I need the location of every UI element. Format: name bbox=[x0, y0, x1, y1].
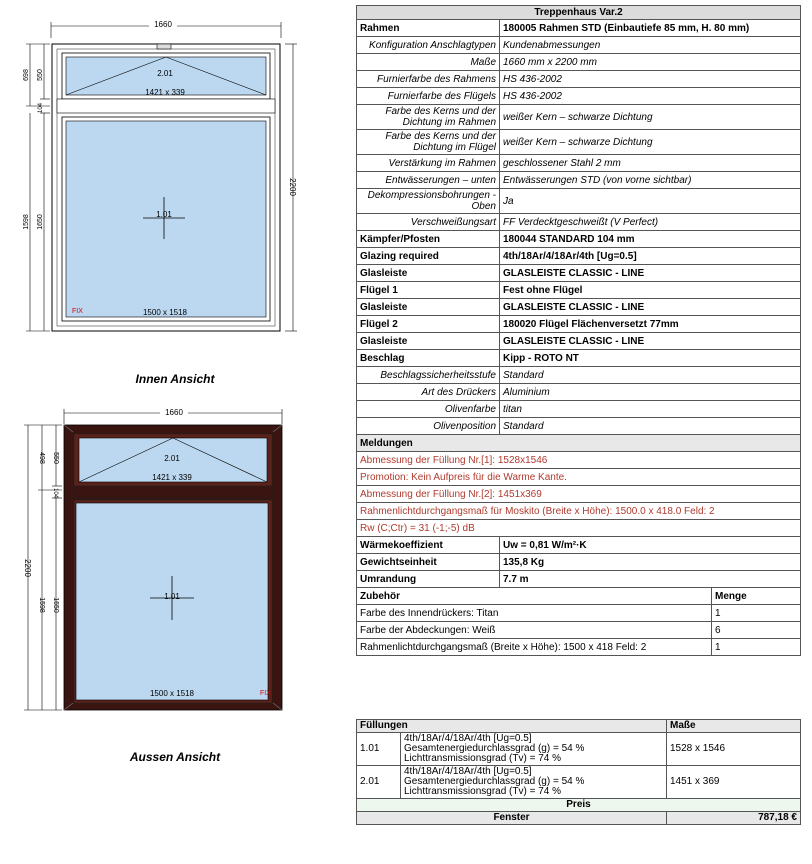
section-label: Glasleiste bbox=[357, 333, 500, 350]
inner-bottom-pane-size: 1500 x 1518 bbox=[142, 308, 188, 317]
prop-label: Konfiguration Anschlagtypen bbox=[357, 37, 500, 54]
zubehoer-header: Zubehör bbox=[357, 588, 712, 605]
inner-view-drawing bbox=[0, 0, 350, 400]
beschlag-prop-label: Art des Drückers bbox=[357, 384, 500, 401]
table-row bbox=[357, 248, 801, 265]
masse-header: Maße bbox=[667, 720, 801, 733]
filling-desc-line: Gesamtenergiedurchlassgrad (g) = 54 % bbox=[404, 776, 585, 787]
table-row bbox=[357, 350, 801, 367]
outer-view-caption: Aussen Ansicht bbox=[129, 750, 221, 764]
table-row bbox=[357, 231, 801, 248]
summary-value: 7.7 m bbox=[500, 571, 801, 588]
accessory-qty: 1 bbox=[712, 605, 801, 622]
outer-top-pane-size: 1421 x 339 bbox=[152, 473, 192, 482]
inner-mullion-label: 104 bbox=[38, 102, 44, 114]
table-row bbox=[357, 316, 801, 333]
prop-value: geschlossener Stahl 2 mm bbox=[500, 155, 801, 172]
message-text: Rahmenlichtdurchgangsmaß für Moskito (Breite x Höhe): 1500.0 x 418.0 Feld: 2 bbox=[357, 503, 801, 520]
beschlag-prop-value: titan bbox=[500, 401, 801, 418]
rahmen-value: 180005 Rahmen STD (Einbautiefe 85 mm, H. 80 mm) bbox=[500, 20, 801, 37]
prop-label: Entwässerungen – unten bbox=[357, 172, 500, 189]
prop-value: weißer Kern – schwarze Dichtung bbox=[500, 130, 801, 155]
accessory-name: Rahmenlichtdurchgangsmaß (Breite x Höhe): 1500 x 418 Feld: 2 bbox=[357, 639, 712, 656]
outer-top-pane-id: 2.01 bbox=[164, 454, 180, 463]
section-label: Glazing required bbox=[357, 248, 500, 265]
filling-id: 2.01 bbox=[357, 766, 401, 799]
rahmen-label: Rahmen bbox=[357, 20, 500, 37]
filling-row bbox=[357, 733, 801, 766]
filling-desc-line: Lichttransmissionsgrad (Tv) = 74 % bbox=[404, 786, 562, 797]
prop-label: Verstärkung im Rahmen bbox=[357, 155, 500, 172]
message-text: Abmessung der Füllung Nr.[2]: 1451x369 bbox=[357, 486, 801, 503]
inner-top-pane-id: 2.01 bbox=[157, 69, 173, 78]
beschlag-prop-label: Olivenfarbe bbox=[357, 401, 500, 418]
table-row bbox=[357, 71, 801, 88]
section-label: Glasleiste bbox=[357, 299, 500, 316]
table-row bbox=[357, 265, 801, 282]
prop-value: Kundenabmessungen bbox=[500, 37, 801, 54]
filling-desc-line: Lichttransmissionsgrad (Tv) = 74 % bbox=[404, 753, 562, 764]
filling-desc bbox=[401, 766, 667, 799]
filling-desc-line: 4th/18Ar/4/18Ar/4th [Ug=0.5] bbox=[404, 766, 532, 777]
inner-bottom-height-inner: 1650 bbox=[37, 214, 44, 230]
outer-top-height-inner: 550 bbox=[52, 452, 59, 464]
message-text: Promotion: Kein Aufpreis für die Warme Kante. bbox=[357, 469, 801, 486]
beschlag-prop-value: Aluminium bbox=[500, 384, 801, 401]
filling-size: 1451 x 369 bbox=[667, 766, 801, 799]
outer-bottom-pane-size: 1500 x 1518 bbox=[149, 689, 195, 698]
inner-top-pane-size: 1421 x 339 bbox=[145, 88, 185, 97]
table-row bbox=[357, 367, 801, 384]
fillings-table bbox=[356, 719, 801, 825]
table-row bbox=[357, 452, 801, 469]
table-row bbox=[357, 418, 801, 435]
table-row bbox=[357, 282, 801, 299]
table-row bbox=[357, 554, 801, 571]
inner-total-height-label: 2200 bbox=[288, 178, 297, 196]
inner-fix-label: FIX bbox=[72, 308, 83, 315]
outer-bottom-height-outer: 1598 bbox=[38, 597, 45, 613]
filling-desc bbox=[401, 733, 667, 766]
spec-table bbox=[356, 5, 801, 656]
section-value: 4th/18Ar/4/18Ar/4th [Ug=0.5] bbox=[500, 248, 801, 265]
table-row bbox=[357, 155, 801, 172]
table-row bbox=[357, 54, 801, 71]
prop-label: Verschweißungsart bbox=[357, 214, 500, 231]
beschlag-prop-label: Beschlagssicherheitsstufe bbox=[357, 367, 500, 384]
table-row bbox=[357, 88, 801, 105]
table-row bbox=[357, 469, 801, 486]
inner-width-label: 1660 bbox=[154, 20, 172, 29]
menge-header: Menge bbox=[712, 588, 801, 605]
outer-width-label: 1660 bbox=[165, 408, 183, 417]
outer-mullion-label: 104 bbox=[52, 487, 58, 499]
table-row bbox=[357, 189, 801, 214]
message-text: Abmessung der Füllung Nr.[1]: 1528x1546 bbox=[357, 452, 801, 469]
prop-label: Farbe des Kerns und der Dichtung im Rahmen bbox=[357, 105, 500, 130]
prop-value: HS 436-2002 bbox=[500, 71, 801, 88]
table-row bbox=[357, 384, 801, 401]
outer-fix-label: FIX bbox=[260, 690, 271, 697]
inner-bottom-height-outer: 1598 bbox=[23, 214, 30, 230]
prop-label: Furnierfarbe des Flügels bbox=[357, 88, 500, 105]
outer-total-height-label: 2200 bbox=[23, 559, 32, 577]
filling-desc-line: 4th/18Ar/4/18Ar/4th [Ug=0.5] bbox=[404, 733, 532, 744]
table-row bbox=[357, 37, 801, 54]
price-label: Fenster bbox=[357, 812, 667, 825]
section-label: Flügel 1 bbox=[357, 282, 500, 299]
section-value: GLASLEISTE CLASSIC - LINE bbox=[500, 265, 801, 282]
prop-value: 1660 mm x 2200 mm bbox=[500, 54, 801, 71]
outer-bottom-height-inner: 1650 bbox=[52, 597, 59, 613]
section-value: Kipp - ROTO NT bbox=[500, 350, 801, 367]
prop-label: Maße bbox=[357, 54, 500, 71]
table-row bbox=[357, 130, 801, 155]
summary-label: Umrandung bbox=[357, 571, 500, 588]
prop-value: Entwässerungen STD (von vorne sichtbar) bbox=[500, 172, 801, 189]
table-row bbox=[357, 105, 801, 130]
section-value: Fest ohne Flügel bbox=[500, 282, 801, 299]
accessory-name: Farbe des Innendrückers: Titan bbox=[357, 605, 712, 622]
prop-value: Ja bbox=[500, 189, 801, 214]
spec-title: Treppenhaus Var.2 bbox=[357, 6, 801, 20]
filling-row bbox=[357, 766, 801, 799]
filling-desc-line: Gesamtenergiedurchlassgrad (g) = 54 % bbox=[404, 743, 585, 754]
summary-value: 135,8 Kg bbox=[500, 554, 801, 571]
meldungen-header: Meldungen bbox=[357, 435, 801, 452]
section-label: Glasleiste bbox=[357, 265, 500, 282]
outer-top-height-outer: 498 bbox=[38, 452, 45, 464]
price-header: Preis bbox=[357, 799, 801, 812]
section-label: Kämpfer/Pfosten bbox=[357, 231, 500, 248]
prop-label: Furnierfarbe des Rahmens bbox=[357, 71, 500, 88]
section-label: Flügel 2 bbox=[357, 316, 500, 333]
section-value: GLASLEISTE CLASSIC - LINE bbox=[500, 299, 801, 316]
table-row bbox=[357, 299, 801, 316]
section-value: GLASLEISTE CLASSIC - LINE bbox=[500, 333, 801, 350]
table-row bbox=[357, 537, 801, 554]
prop-value: HS 436-2002 bbox=[500, 88, 801, 105]
summary-value: Uw = 0,81 W/m²·K bbox=[500, 537, 801, 554]
beschlag-prop-label: Olivenposition bbox=[357, 418, 500, 435]
accessory-name: Farbe der Abdeckungen: Weiß bbox=[357, 622, 712, 639]
section-value: 180020 Flügel Flächenversetzt 77mm bbox=[500, 316, 801, 333]
table-row bbox=[357, 333, 801, 350]
table-row bbox=[357, 622, 801, 639]
section-label: Beschlag bbox=[357, 350, 500, 367]
summary-label: Wärmekoeffizient bbox=[357, 537, 500, 554]
table-row bbox=[357, 172, 801, 189]
table-row bbox=[357, 605, 801, 622]
section-value: 180044 STANDARD 104 mm bbox=[500, 231, 801, 248]
beschlag-prop-value: Standard bbox=[500, 418, 801, 435]
outer-bottom-pane-id: 1.01 bbox=[164, 592, 180, 601]
filling-size: 1528 x 1546 bbox=[667, 733, 801, 766]
inner-top-height-outer: 698 bbox=[23, 69, 30, 81]
inner-top-height-inner: 550 bbox=[37, 69, 44, 81]
outer-view-drawing bbox=[0, 400, 350, 720]
filling-id: 1.01 bbox=[357, 733, 401, 766]
prop-value: weißer Kern – schwarze Dichtung bbox=[500, 105, 801, 130]
inner-view-caption: Innen Ansicht bbox=[135, 372, 215, 386]
table-row bbox=[357, 486, 801, 503]
table-row bbox=[357, 401, 801, 418]
fillings-header: Füllungen bbox=[357, 720, 667, 733]
beschlag-prop-value: Standard bbox=[500, 367, 801, 384]
summary-label: Gewichtseinheit bbox=[357, 554, 500, 571]
table-row bbox=[357, 214, 801, 231]
accessory-qty: 6 bbox=[712, 622, 801, 639]
inner-bottom-pane-id: 1.01 bbox=[156, 210, 172, 219]
prop-label: Farbe des Kerns und der Dichtung im Flügel bbox=[357, 130, 500, 155]
prop-label: Dekompressionsbohrungen - Oben bbox=[357, 189, 500, 214]
table-row bbox=[357, 520, 801, 537]
table-row bbox=[357, 571, 801, 588]
prop-value: FF Verdecktgeschweißt (V Perfect) bbox=[500, 214, 801, 231]
price-value: 787,18 € bbox=[667, 812, 801, 825]
accessory-qty: 1 bbox=[712, 639, 801, 656]
table-row bbox=[357, 639, 801, 656]
table-row bbox=[357, 503, 801, 520]
message-text: Rw (C;Ctr) = 31 (-1;-5) dB bbox=[357, 520, 801, 537]
